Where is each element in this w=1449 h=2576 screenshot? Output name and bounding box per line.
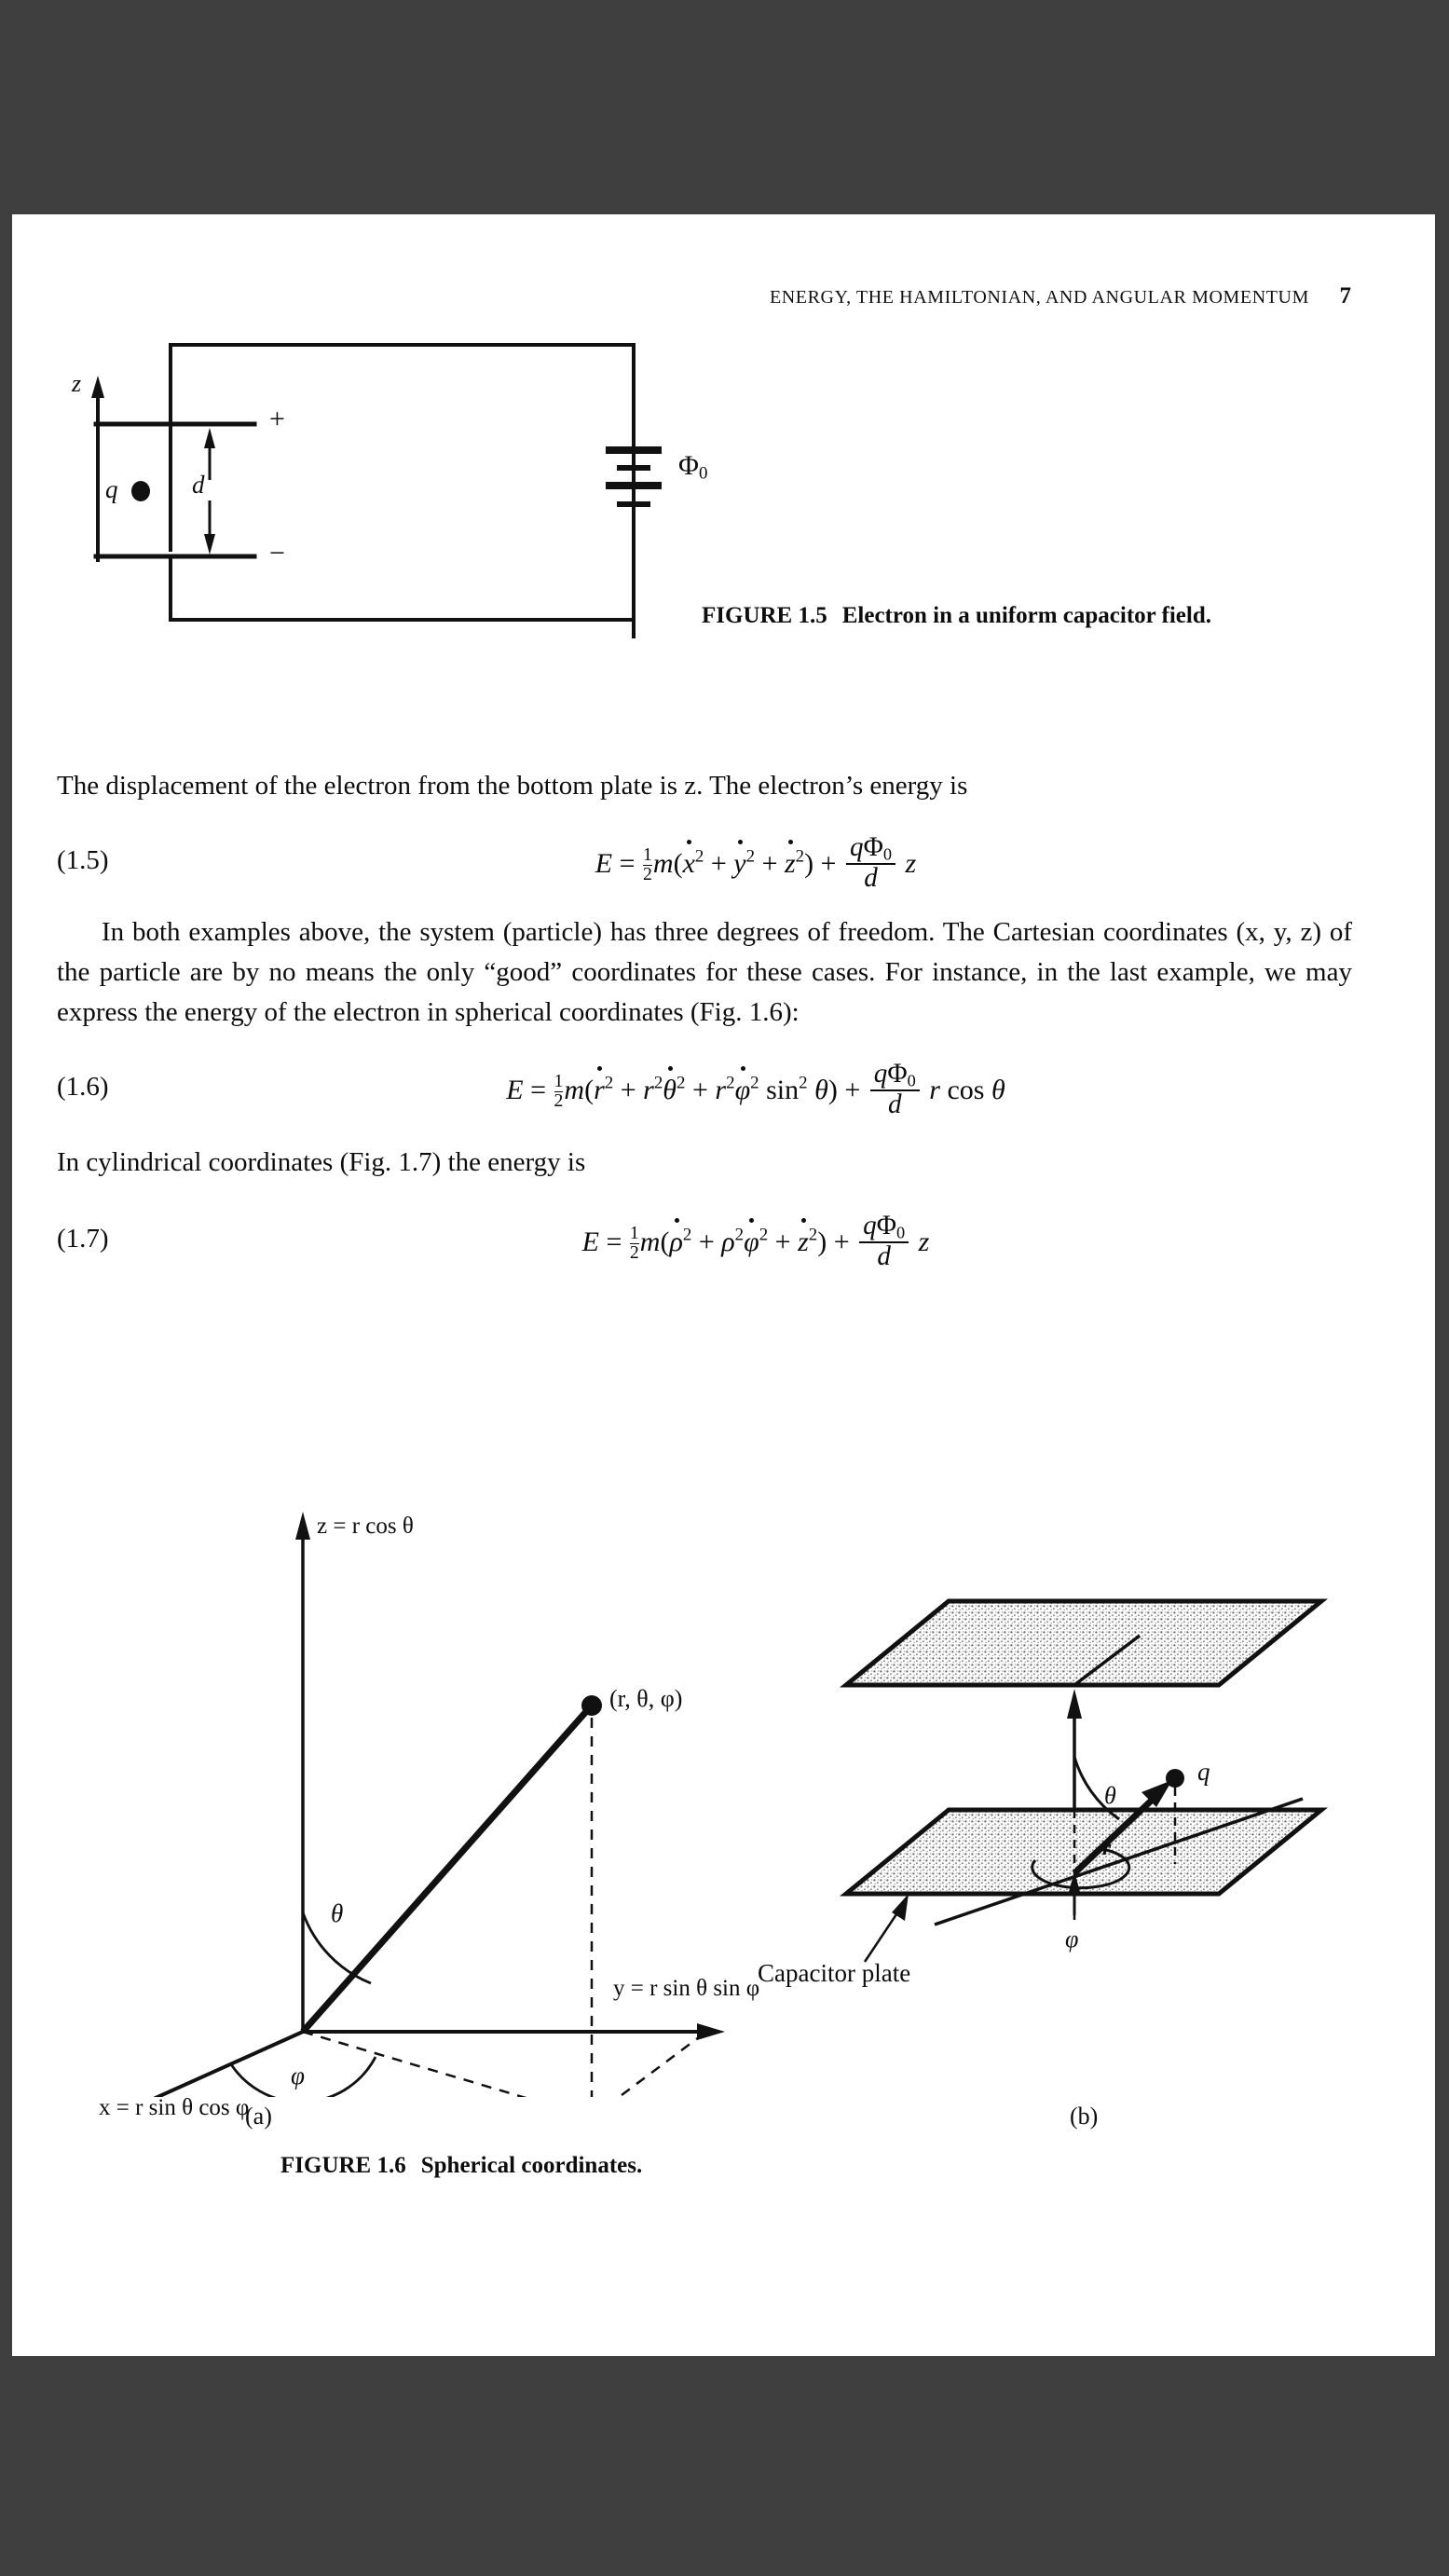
upper-capacitor-plate	[846, 1601, 1321, 1685]
figure-1-5-gap-label: d	[192, 471, 205, 499]
z-axis	[295, 1512, 310, 2032]
equation-1-6-row	[57, 1053, 1352, 1143]
gap-dimension	[204, 428, 215, 555]
phi-glyph: Φ	[678, 450, 699, 481]
figure-1-6-panel-a	[54, 1491, 762, 2120]
figure-1-6b-charge-label: q	[1197, 1758, 1210, 1786]
projection-lines	[105, 1718, 706, 2097]
plate-leader-line	[865, 1894, 909, 1962]
y-axis	[303, 2023, 725, 2040]
figure-1-6a-phi-label: φ	[291, 2062, 305, 2090]
electron-dot	[131, 481, 150, 501]
body-text-block	[57, 766, 1352, 1295]
phi-subscript: 0	[698, 463, 708, 484]
panel-a-label: (a)	[245, 2103, 272, 2130]
equation-1-6-number: (1.6)	[57, 1072, 109, 1102]
figure-1-6a-theta-label: θ	[331, 1899, 344, 1927]
z-axis-arrow	[91, 376, 104, 562]
figure-1-6b-phi-label: φ	[1065, 1925, 1079, 1953]
equation-1-5-number: (1.5)	[57, 845, 109, 875]
page-sheet	[12, 214, 1435, 2356]
figure-1-6b-plate-label: Capacitor plate	[758, 1959, 911, 1987]
figure-1-6a-y-label: y = r sin θ sin φ	[613, 1976, 760, 2001]
figure-1-5-drawing	[68, 331, 1354, 638]
equation-1-5-row	[57, 827, 1352, 912]
paragraph-displacement: The displacement of the electron from the bottom plate is z. The electron’s energy is	[57, 771, 968, 801]
running-head	[12, 283, 1435, 315]
equation-1-7-number: (1.7)	[57, 1224, 109, 1254]
figure-1-5-minus-label: −	[269, 538, 285, 569]
figure-1-5-plus-label: +	[269, 404, 285, 434]
figure-1-6-panel-b	[758, 1566, 1373, 2032]
figure-1-6b-theta-label: θ	[1104, 1782, 1116, 1809]
charge-marker	[1166, 1769, 1184, 1788]
panel-b-label: (b)	[1070, 2103, 1099, 2130]
lower-capacitor-plate	[846, 1810, 1321, 1894]
figure-1-6-caption-text: Spherical coordinates.	[420, 2153, 643, 2178]
equation-1-7-row	[57, 1205, 1352, 1295]
paragraph-cylindrical: In cylindrical coordinates (Fig. 1.7) the energy is	[57, 1147, 586, 1177]
figure-1-6a-point-label: (r, θ, φ)	[609, 1685, 683, 1712]
equation-1-5-body: E = $\frac{1}{2}$ $m(x^2 + y^2 + z^2)$ + $\frac{q\Phi_0}{d}$ z	[595, 832, 917, 894]
r-vector	[303, 1707, 590, 2032]
figure-1-5	[68, 331, 1354, 638]
paragraph-degrees-of-freedom: In both examples above, the system (particle) has three degrees of freedom. The Cartesian coordinates (x, y, z) of the particle are by no means the only “good” coordinates for these cases. For instance, in the last example, we may express the energy of the electron in spherical coordinates (Fig. 1.6):	[57, 917, 1352, 1027]
figure-1-6a-drawing	[54, 1491, 762, 2097]
equation-1-6-body: E = $\frac{1}{2}$ $m(r^2 + r^2\theta^2 + r^2\varphi^2$ $\sin^2 \theta$) + $\frac{q\Phi_0}{d}$ r cos θ	[506, 1059, 1005, 1120]
figure-1-5-charge-label: q	[105, 475, 118, 503]
figure-1-5-z-label: z	[72, 370, 82, 397]
figure-1-5-caption	[702, 603, 1211, 629]
point-marker	[581, 1695, 602, 1716]
figure-1-6b-r-label: r	[1102, 1836, 1112, 1860]
x-axis	[75, 2032, 303, 2097]
figure-1-6-caption	[280, 2153, 642, 2179]
running-head-title: ENERGY, THE HAMILTONIAN, AND ANGULAR MOMENTUM	[769, 287, 1309, 308]
figure-1-6-caption-label: FIGURE 1.6	[280, 2153, 406, 2178]
page-number: 7	[1339, 283, 1351, 308]
figure-1-6a-z-label: z = r cos θ	[317, 1514, 414, 1539]
figure-1-5-caption-label: FIGURE 1.5	[702, 603, 827, 628]
figure-1-5-caption-text: Electron in a uniform capacitor field.	[841, 603, 1211, 628]
equation-1-7-body: E = $\frac{1}{2}$ $m(\rho^2 + \rho^2\varphi^2 + z^2)$ + $\frac{q\Phi_0}{d}$ z	[581, 1211, 930, 1272]
figure-1-6a-x-label: x = r sin θ cos φ	[99, 2095, 250, 2120]
figure-1-5-source-label	[678, 450, 707, 485]
